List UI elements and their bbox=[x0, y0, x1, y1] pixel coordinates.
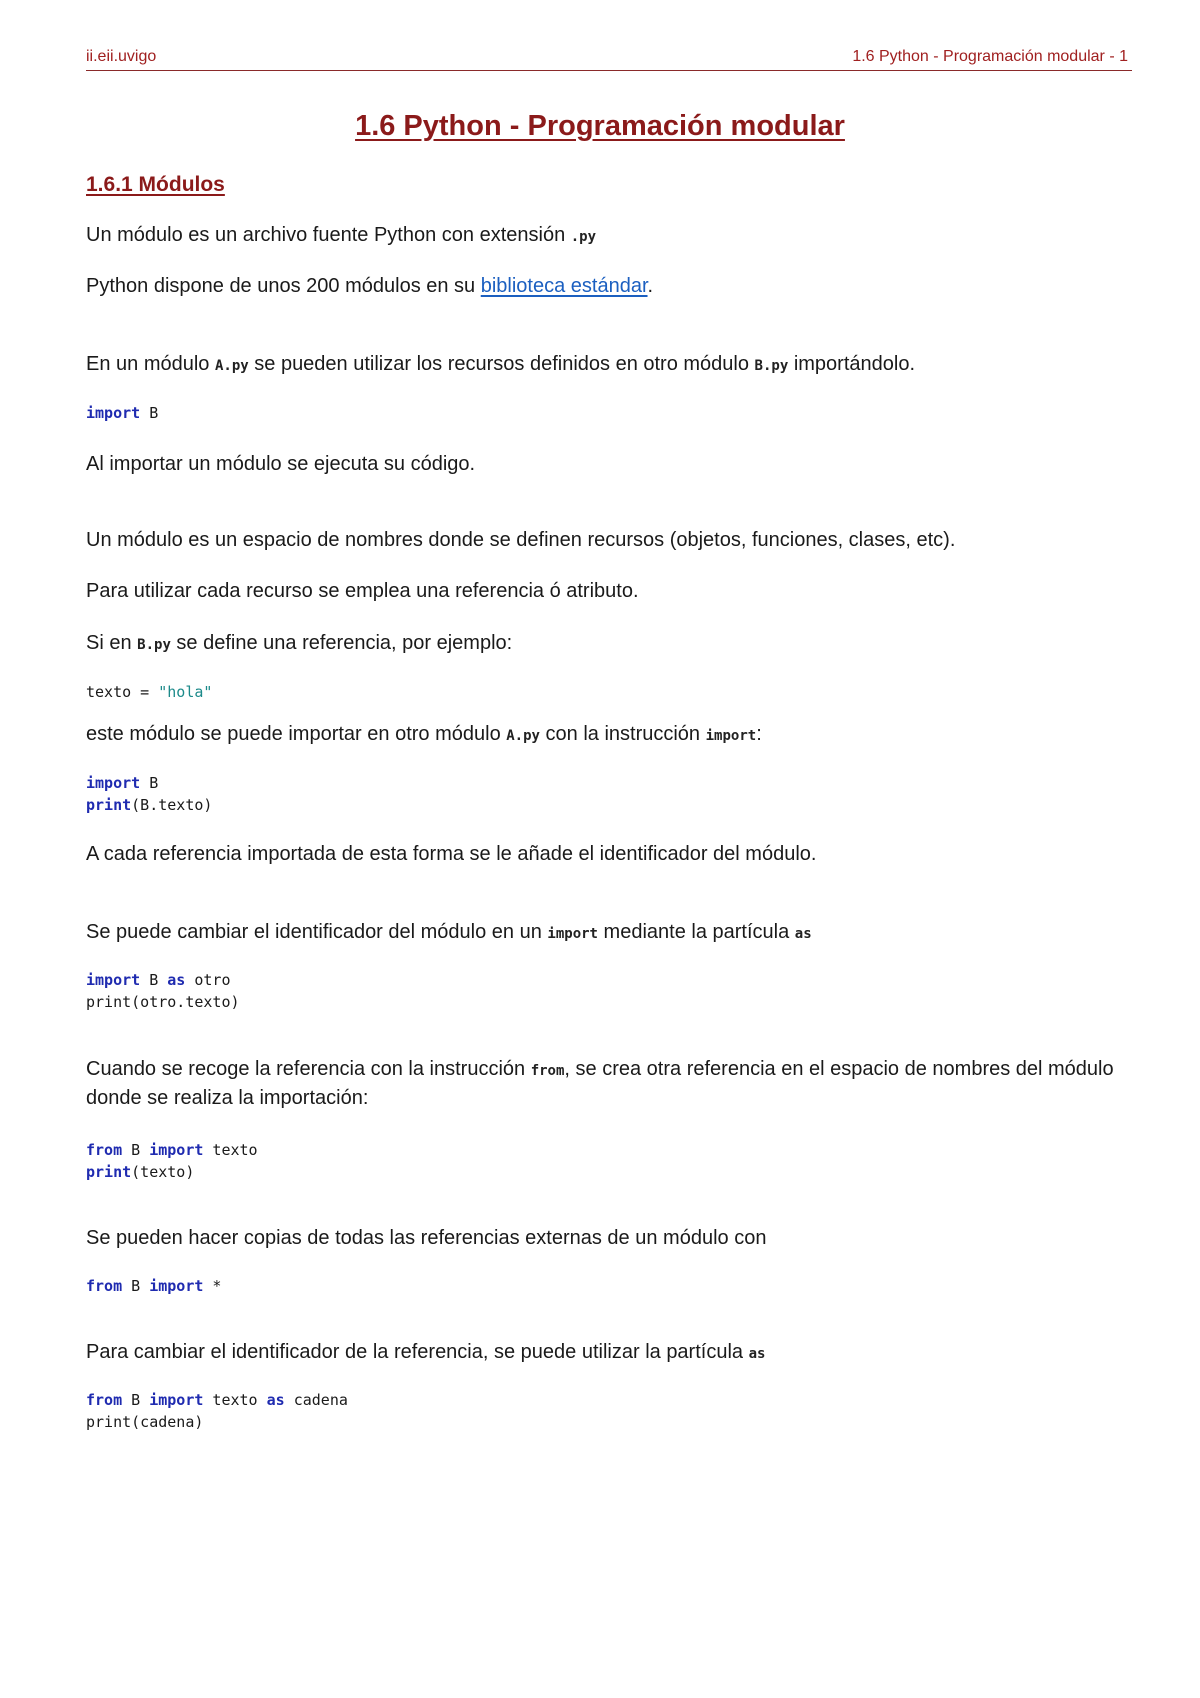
code-keyword: print bbox=[86, 796, 132, 814]
code-block-4 bbox=[86, 969, 240, 1013]
paragraph-text: Para cambiar el identificador de la referencia, se puede utilizar la partícula bbox=[86, 1341, 749, 1363]
paragraph-4: Al importar un módulo se ejecuta su código. bbox=[86, 453, 476, 475]
inline-code: import bbox=[705, 728, 757, 744]
paragraph-text: Se puede cambiar el identificador del módulo en un bbox=[86, 921, 548, 943]
code-keyword: import bbox=[149, 1141, 204, 1159]
section-heading: 1.6.1 Módulos bbox=[86, 173, 225, 196]
paragraph-5: Un módulo es un espacio de nombres donde se definen recursos (objetos, funciones, clases, etc). bbox=[86, 529, 956, 551]
paragraph-6: Para utilizar cada recurso se emplea una referencia ó atributo. bbox=[86, 580, 639, 602]
code-text: B bbox=[122, 1141, 150, 1159]
paragraph-3 bbox=[86, 351, 1136, 380]
code-text: texto bbox=[203, 1391, 267, 1409]
paragraph-text: . bbox=[647, 275, 654, 297]
header-right: 1.6 Python - Programación modular - 1 bbox=[852, 48, 1128, 65]
paragraph-text: este módulo se puede importar en otro módulo bbox=[86, 723, 507, 745]
paragraph-1 bbox=[86, 222, 1136, 251]
code-line bbox=[86, 772, 212, 794]
code-text: B bbox=[140, 971, 168, 989]
code-text: (B.texto) bbox=[131, 796, 213, 814]
inline-code: B.py bbox=[754, 358, 789, 374]
code-text: (texto) bbox=[131, 1163, 195, 1181]
paragraph-9: A cada referencia importada de esta forma se le añade el identificador del módulo. bbox=[86, 843, 817, 865]
code-keyword: from bbox=[86, 1141, 123, 1159]
code-keyword: import bbox=[86, 404, 141, 422]
code-keyword: print bbox=[86, 1163, 132, 1181]
code-line: print(cadena) bbox=[86, 1413, 204, 1431]
paragraph-text: Si en bbox=[86, 632, 138, 654]
inline-code: as bbox=[748, 1346, 766, 1362]
code-line bbox=[86, 794, 212, 816]
code-line bbox=[86, 1161, 258, 1183]
code-keyword: import bbox=[86, 971, 141, 989]
code-block-6 bbox=[86, 1275, 221, 1297]
code-text: * bbox=[203, 1277, 222, 1295]
paragraph-text: se define una referencia, por ejemplo: bbox=[170, 632, 513, 654]
code-text: B bbox=[140, 774, 159, 792]
code-string: "hola" bbox=[158, 683, 213, 701]
code-keyword: import bbox=[149, 1391, 204, 1409]
header-left: ii.eii.uvigo bbox=[86, 48, 157, 65]
standard-library-link[interactable]: biblioteca estándar bbox=[480, 275, 648, 297]
paragraph-text: importándolo. bbox=[788, 353, 916, 375]
code-keyword: as bbox=[266, 1391, 285, 1409]
page-title: 1.6 Python - Programación modular bbox=[355, 110, 845, 142]
code-text: cadena bbox=[284, 1391, 348, 1409]
code-keyword: import bbox=[86, 774, 141, 792]
paragraph-text: mediante la partícula bbox=[597, 921, 795, 943]
code-keyword: import bbox=[149, 1277, 204, 1295]
code-text: B bbox=[140, 404, 159, 422]
code-text: otro bbox=[185, 971, 231, 989]
code-block-5 bbox=[86, 1139, 258, 1183]
paragraph-text: Un módulo es un archivo fuente Python con extensión bbox=[86, 224, 571, 246]
paragraph-text: : bbox=[756, 723, 762, 745]
page-header bbox=[86, 46, 1132, 71]
inline-code: from bbox=[530, 1063, 565, 1079]
code-block-1 bbox=[86, 402, 158, 424]
paragraph-text: En un módulo bbox=[86, 353, 215, 375]
inline-code: .py bbox=[570, 229, 597, 245]
paragraph-text: se pueden utilizar los recursos definidos en otro módulo bbox=[248, 353, 755, 375]
paragraph-2 bbox=[86, 273, 1136, 300]
paragraph-text: , se crea otra referencia en el espacio de nombres del módulo donde se realiza la importación: bbox=[86, 1058, 1114, 1109]
inline-code: B.py bbox=[137, 637, 171, 653]
paragraph-13 bbox=[86, 1339, 1136, 1368]
paragraph-8 bbox=[86, 721, 1136, 750]
paragraph-text: Cuando se recoge la referencia con la instrucción bbox=[86, 1058, 531, 1080]
code-block-2 bbox=[86, 681, 212, 703]
code-keyword: as bbox=[167, 971, 186, 989]
code-line bbox=[86, 1389, 348, 1411]
paragraph-text: con la instrucción bbox=[539, 723, 706, 745]
code-block-7 bbox=[86, 1389, 348, 1433]
code-text: texto bbox=[203, 1141, 258, 1159]
code-text: B bbox=[122, 1277, 150, 1295]
code-text: texto = bbox=[86, 683, 159, 701]
inline-code: A.py bbox=[506, 728, 540, 744]
inline-code: import bbox=[547, 926, 598, 942]
code-line bbox=[86, 969, 240, 991]
code-text: B bbox=[122, 1391, 150, 1409]
paragraph-10 bbox=[86, 919, 1136, 948]
paragraph-7 bbox=[86, 630, 1136, 659]
code-keyword: from bbox=[86, 1391, 123, 1409]
code-block-3 bbox=[86, 772, 212, 816]
code-line bbox=[86, 1139, 258, 1161]
code-keyword: from bbox=[86, 1277, 123, 1295]
paragraph-11 bbox=[86, 1056, 1136, 1112]
inline-code: A.py bbox=[214, 358, 249, 374]
paragraph-12: Se pueden hacer copias de todas las referencias externas de un módulo con bbox=[86, 1227, 767, 1249]
inline-code: as bbox=[794, 926, 812, 942]
code-line: print(otro.texto) bbox=[86, 993, 240, 1011]
paragraph-text: Python dispone de unos 200 módulos en su bbox=[86, 275, 481, 297]
